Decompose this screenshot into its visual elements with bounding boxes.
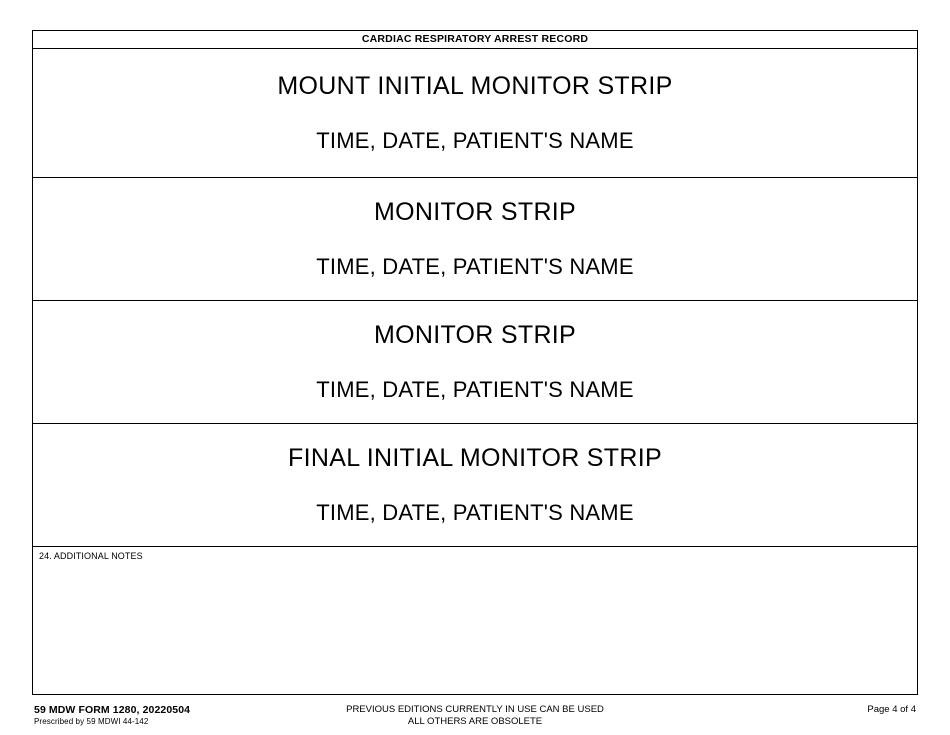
- footer-edition-notice: [32, 704, 918, 728]
- form-page: [32, 30, 918, 727]
- monitor-strip-block-3: [32, 301, 918, 424]
- footer-page-number: Page 4 of 4: [867, 704, 916, 715]
- monitor-strip-block-1: [32, 49, 918, 178]
- footer-edition-line-1: PREVIOUS EDITIONS CURRENTLY IN USE CAN BE USED: [346, 704, 604, 715]
- monitor-strip-identifier-4: TIME, DATE, PATIENT'S NAME: [316, 500, 634, 525]
- additional-notes-field[interactable]: [32, 547, 918, 695]
- footer-form-id: 59 MDW FORM 1280, 20220504: [34, 704, 191, 716]
- monitor-strip-identifier-2: TIME, DATE, PATIENT'S NAME: [316, 254, 634, 279]
- monitor-strip-identifier-1: TIME, DATE, PATIENT'S NAME: [316, 128, 634, 153]
- monitor-strip-block-2: [32, 178, 918, 301]
- footer-edition-line-2: ALL OTHERS ARE OBSOLETE: [407, 716, 543, 727]
- monitor-strip-instruction-1: MOUNT INITIAL MONITOR STRIP: [277, 72, 673, 100]
- additional-notes-label: 24. ADDITIONAL NOTES: [39, 551, 143, 561]
- form-header-title: CARDIAC RESPIRATORY ARREST RECORD: [32, 30, 918, 49]
- monitor-strip-instruction-2: MONITOR STRIP: [373, 198, 577, 226]
- footer-prescribed-by: Prescribed by 59 MDWI 44-142: [34, 717, 149, 726]
- monitor-strip-instruction-3: MONITOR STRIP: [373, 321, 577, 349]
- form-footer: [32, 704, 918, 730]
- monitor-strip-instruction-4: FINAL INITIAL MONITOR STRIP: [288, 444, 662, 472]
- monitor-strip-block-4: [32, 424, 918, 547]
- monitor-strip-identifier-3: TIME, DATE, PATIENT'S NAME: [316, 377, 634, 402]
